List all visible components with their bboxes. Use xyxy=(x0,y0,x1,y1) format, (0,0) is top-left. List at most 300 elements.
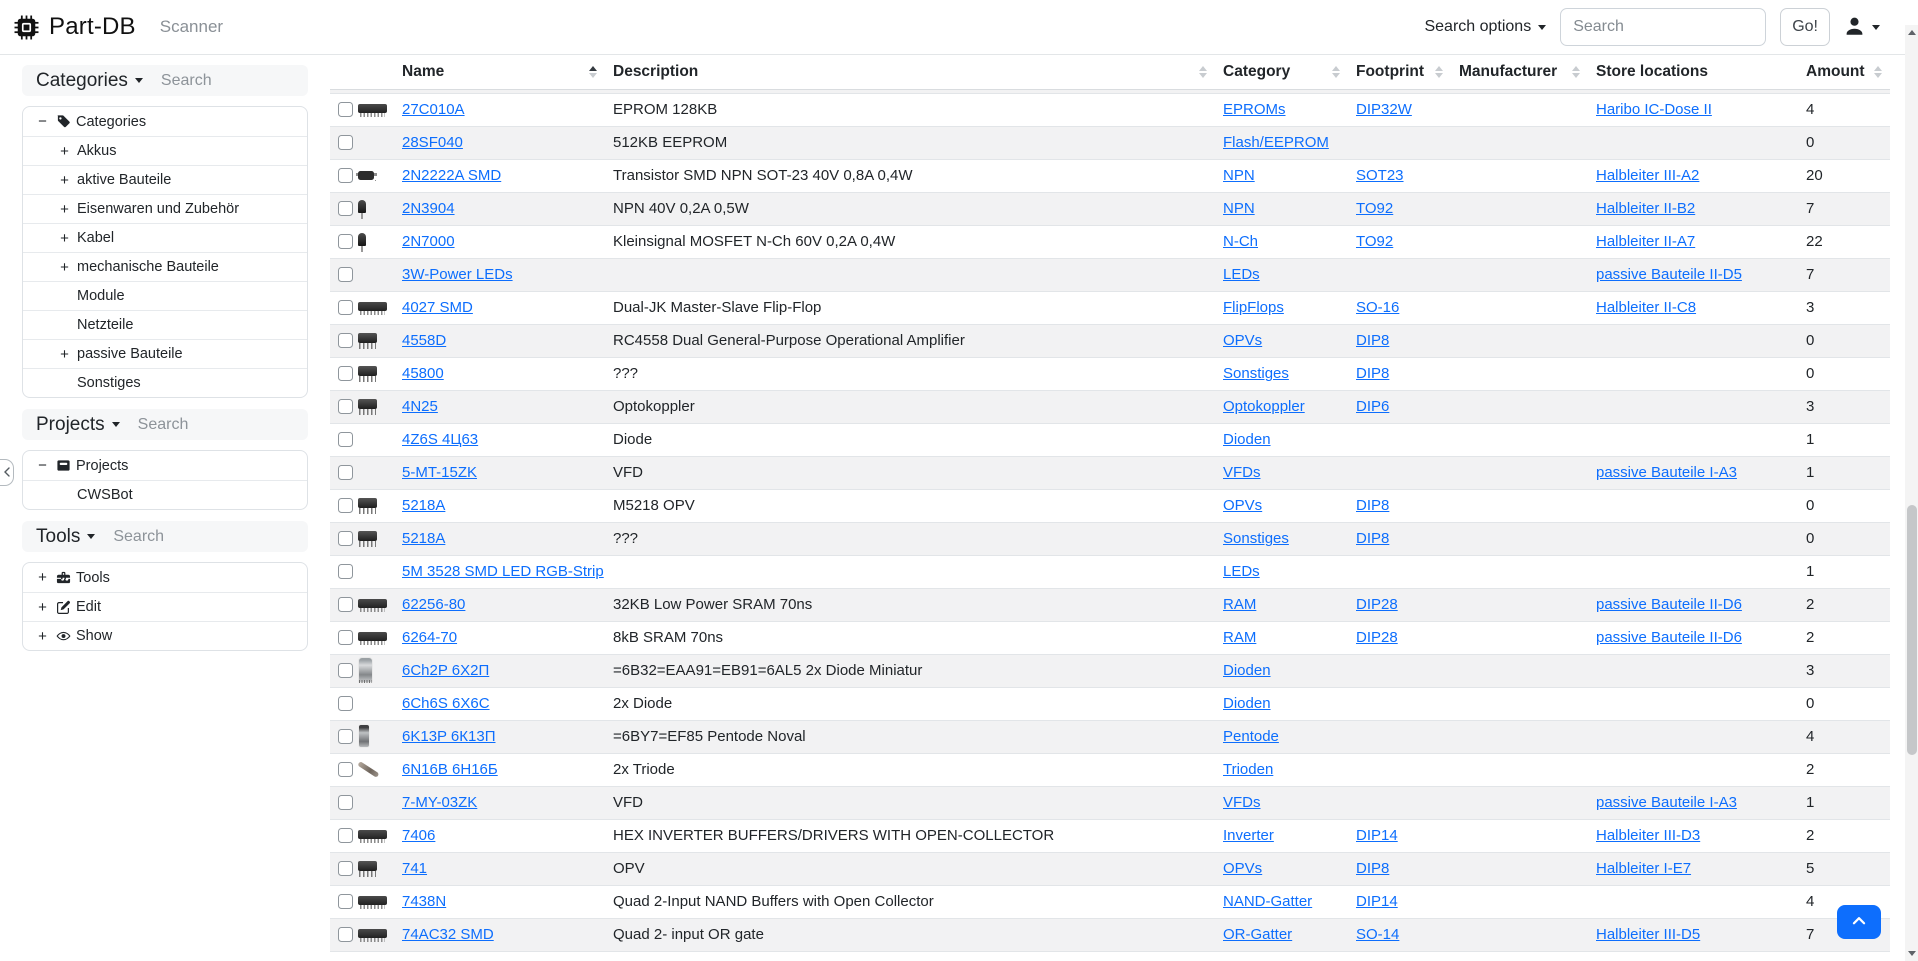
sidebar xyxy=(22,65,308,662)
part-description: M5218 OPV xyxy=(605,489,1215,522)
amount-cell: 5 xyxy=(1798,852,1890,885)
scrollbar-thumb[interactable] xyxy=(1907,505,1917,755)
tree-item-label: mechanische Bauteile xyxy=(77,259,219,275)
part-name-link[interactable]: 7-MY-03ZK xyxy=(402,794,478,811)
category-link[interactable]: RAM xyxy=(1223,629,1257,646)
scrollbar-up-arrow[interactable] xyxy=(1905,25,1918,40)
nav-item-scanner[interactable]: Scanner xyxy=(159,17,224,36)
table-row xyxy=(330,456,1890,489)
table-row xyxy=(330,555,1890,588)
part-name-link[interactable]: 4027 SMD xyxy=(402,299,473,316)
category-link[interactable]: LEDs xyxy=(1223,266,1260,283)
store-location-link[interactable]: Halbleiter III-A2 xyxy=(1596,167,1700,184)
manufacturer-cell xyxy=(1451,489,1588,522)
part-name-link[interactable]: 62256-80 xyxy=(402,596,466,613)
tools-panel-title: Tools xyxy=(36,525,81,547)
row-checkbox[interactable] xyxy=(338,663,353,678)
store-location-link[interactable]: Haribo IC-Dose II xyxy=(1596,101,1712,118)
category-link[interactable]: EPROMs xyxy=(1223,101,1286,118)
tree-item-label: Akkus xyxy=(77,143,117,159)
projects-panel-title: Projects xyxy=(36,413,105,435)
manufacturer-cell xyxy=(1451,390,1588,423)
part-name-link[interactable]: 2N2222A SMD xyxy=(402,167,502,184)
part-description: VFD xyxy=(605,786,1215,819)
part-thumbnail-icon[interactable] xyxy=(358,233,366,246)
column-header-category[interactable]: Category xyxy=(1215,55,1348,89)
store-location-link[interactable]: passive Bauteile II-D6 xyxy=(1596,629,1742,646)
part-name-link[interactable]: 28SF040 xyxy=(402,134,463,151)
part-name-link[interactable]: 4N25 xyxy=(402,398,438,415)
part-description xyxy=(605,258,1215,291)
amount-cell: 2 xyxy=(1798,621,1890,654)
tree-item-edit[interactable] xyxy=(23,592,307,621)
part-description: Quad 2- input OR gate xyxy=(605,918,1215,951)
plus-expander-icon[interactable]: + xyxy=(60,171,69,189)
row-checkbox[interactable] xyxy=(338,366,353,381)
table-row xyxy=(330,885,1890,918)
amount-cell: 0 xyxy=(1798,687,1890,720)
tree-item-netzteile[interactable] xyxy=(23,310,307,339)
footprint-link[interactable]: DIP28 xyxy=(1356,629,1398,646)
row-checkbox[interactable] xyxy=(338,399,353,414)
tree-item-sonstiges[interactable] xyxy=(23,368,307,397)
tree-item-label: Projects xyxy=(76,457,129,474)
row-checkbox[interactable] xyxy=(338,267,353,282)
part-name-link[interactable]: 6Ch6S 6X6C xyxy=(402,695,490,712)
part-name-link[interactable]: 5218A xyxy=(402,497,446,514)
part-thumbnail-icon[interactable] xyxy=(358,104,387,113)
tree-item-label: Edit xyxy=(76,599,101,615)
store-location-link[interactable]: Halbleiter III-D3 xyxy=(1596,827,1701,844)
amount-cell: 0 xyxy=(1798,357,1890,390)
tree-item-label: Kabel xyxy=(77,230,115,246)
part-thumbnail-icon[interactable] xyxy=(358,200,366,213)
part-name-link[interactable]: 5218A xyxy=(402,530,446,547)
part-thumbnail-icon[interactable] xyxy=(358,830,387,839)
part-thumbnail-icon[interactable] xyxy=(358,861,377,871)
part-thumbnail-icon[interactable] xyxy=(358,498,377,508)
category-link[interactable]: RAM xyxy=(1223,596,1257,613)
footprint-link[interactable]: TO92 xyxy=(1356,200,1394,217)
row-checkbox[interactable] xyxy=(338,498,353,513)
footprint-link[interactable]: DIP8 xyxy=(1356,530,1390,547)
row-checkbox[interactable] xyxy=(338,861,353,876)
category-link[interactable]: Dioden xyxy=(1223,431,1271,448)
toolbox-icon xyxy=(55,570,71,585)
minus-expander-icon[interactable]: − xyxy=(38,113,47,130)
footprint-link[interactable]: DIP8 xyxy=(1356,860,1390,877)
user-icon xyxy=(1844,15,1865,39)
row-checkbox[interactable] xyxy=(338,828,353,843)
table-row xyxy=(330,852,1890,885)
store-location-link[interactable]: passive Bauteile I-A3 xyxy=(1596,464,1737,481)
amount-cell: 3 xyxy=(1798,390,1890,423)
row-checkbox[interactable] xyxy=(338,168,353,183)
tree-item-label: Sonstiges xyxy=(77,375,141,391)
part-thumbnail-icon[interactable] xyxy=(358,760,380,778)
plus-expander-icon[interactable]: + xyxy=(38,627,47,645)
part-description: 2x Diode xyxy=(605,687,1215,720)
category-link[interactable]: Pentode xyxy=(1223,728,1279,745)
amount-cell: 1 xyxy=(1798,786,1890,819)
table-row xyxy=(330,786,1890,819)
part-description: Quad 2-Input NAND Buffers with Open Collector xyxy=(605,885,1215,918)
row-checkbox[interactable] xyxy=(338,597,353,612)
table-row xyxy=(330,588,1890,621)
manufacturer-cell xyxy=(1451,687,1588,720)
row-checkbox[interactable] xyxy=(338,432,353,447)
tree-item-projects[interactable] xyxy=(23,451,307,480)
column-header-manufacturer[interactable]: Manufacturer xyxy=(1451,55,1588,89)
footprint-link[interactable]: TO92 xyxy=(1356,233,1394,250)
tools-panel-header xyxy=(22,521,308,552)
top-navbar xyxy=(0,0,1918,55)
part-name-link[interactable]: 7406 xyxy=(402,827,436,844)
row-checkbox[interactable] xyxy=(338,696,353,711)
part-name-link[interactable]: 45800 xyxy=(402,365,444,382)
manufacturer-cell xyxy=(1451,126,1588,159)
table-row xyxy=(330,423,1890,456)
category-link[interactable]: Flash/EEPROM xyxy=(1223,134,1329,151)
part-name-link[interactable]: 4Z6S 4Ц63 xyxy=(402,431,479,448)
part-name-link[interactable]: 741 xyxy=(402,860,428,877)
manufacturer-cell xyxy=(1451,654,1588,687)
amount-cell: 3 xyxy=(1798,654,1890,687)
projects-search-input[interactable] xyxy=(138,416,268,434)
parts-table-area xyxy=(330,55,1890,952)
parts-table-body xyxy=(330,89,1890,951)
table-row xyxy=(330,918,1890,951)
search-input[interactable] xyxy=(1560,8,1766,46)
part-description: RC4558 Dual General-Purpose Operational Amplifier xyxy=(605,324,1215,357)
caret-down-icon xyxy=(87,534,95,539)
tree-item-label: Netzteile xyxy=(77,317,134,333)
footprint-link[interactable]: DIP8 xyxy=(1356,365,1390,382)
tree-item-passive-bauteile[interactable] xyxy=(23,339,307,368)
part-description: =6BY7=EF85 Pentode Noval xyxy=(605,720,1215,753)
part-thumbnail-icon[interactable] xyxy=(358,333,377,343)
manufacturer-cell xyxy=(1451,258,1588,291)
store-location-link[interactable]: passive Bauteile II-D5 xyxy=(1596,266,1742,283)
footprint-link[interactable]: SO-14 xyxy=(1356,926,1400,943)
amount-cell: 0 xyxy=(1798,126,1890,159)
category-link[interactable]: FlipFlops xyxy=(1223,299,1284,316)
tools-dropdown[interactable] xyxy=(36,526,95,548)
category-link[interactable]: N-Ch xyxy=(1223,233,1259,250)
column-header-name[interactable]: Name xyxy=(394,55,605,89)
part-description: Diode xyxy=(605,423,1215,456)
amount-cell: 7 xyxy=(1798,918,1890,951)
projects-dropdown[interactable] xyxy=(36,414,120,436)
row-checkbox[interactable] xyxy=(338,894,353,909)
row-checkbox[interactable] xyxy=(338,927,353,942)
categories-search-input[interactable] xyxy=(161,72,291,90)
part-thumbnail-icon[interactable] xyxy=(358,302,387,311)
store-location-link[interactable]: Halbleiter II-C8 xyxy=(1596,299,1697,316)
column-header-store-locations[interactable]: Store locations xyxy=(1588,55,1798,89)
brand-link[interactable]: Part-DB xyxy=(49,13,136,40)
amount-cell: 0 xyxy=(1798,489,1890,522)
sort-icon xyxy=(1435,66,1443,78)
part-name-link[interactable]: 6Ch2P 6Х2П xyxy=(402,662,490,679)
footprint-link[interactable]: SOT23 xyxy=(1356,167,1404,184)
tree-item-eisenwaren-und-zubeh-r[interactable] xyxy=(23,194,307,223)
column-header-description[interactable]: Description xyxy=(605,55,1215,89)
store-location-link[interactable]: Halbleiter III-D5 xyxy=(1596,926,1701,943)
search-options-dropdown[interactable] xyxy=(1424,18,1546,36)
search-options-label: Search options xyxy=(1424,18,1532,35)
part-description: Kleinsignal MOSFET N-Ch 60V 0,2A 0,4W xyxy=(605,225,1215,258)
amount-cell: 1 xyxy=(1798,423,1890,456)
store-location-link[interactable]: Halbleiter II-A7 xyxy=(1596,233,1696,250)
part-name-link[interactable]: 6N16B 6Н16Б xyxy=(402,761,498,778)
tools-tree xyxy=(22,562,308,651)
category-link[interactable]: Sonstiges xyxy=(1223,530,1289,547)
amount-cell: 3 xyxy=(1798,291,1890,324)
store-location-link[interactable]: Halbleiter I-E7 xyxy=(1596,860,1692,877)
table-row xyxy=(330,159,1890,192)
sort-icon xyxy=(589,66,597,78)
category-link[interactable]: VFDs xyxy=(1223,794,1261,811)
plus-expander-icon[interactable]: + xyxy=(60,200,69,218)
part-name-link[interactable]: 6K13P 6К13П xyxy=(402,728,496,745)
manufacturer-cell xyxy=(1451,786,1588,819)
category-link[interactable]: OR-Gatter xyxy=(1223,926,1293,943)
row-checkbox[interactable] xyxy=(338,729,353,744)
amount-cell: 1 xyxy=(1798,456,1890,489)
part-name-link[interactable]: 3W-Power LEDs xyxy=(402,266,513,283)
eye-icon xyxy=(55,629,71,644)
table-row xyxy=(330,225,1890,258)
category-link[interactable]: VFDs xyxy=(1223,464,1261,481)
amount-cell: 4 xyxy=(1798,885,1890,918)
store-location-link[interactable]: passive Bauteile I-A3 xyxy=(1596,794,1737,811)
tree-item-akkus[interactable] xyxy=(23,136,307,165)
manufacturer-cell xyxy=(1451,423,1588,456)
category-link[interactable]: Inverter xyxy=(1223,827,1274,844)
minus-expander-icon[interactable]: − xyxy=(38,457,47,474)
amount-cell: 4 xyxy=(1798,93,1890,126)
user-menu-dropdown[interactable] xyxy=(1844,15,1880,39)
part-thumbnail-icon[interactable] xyxy=(358,724,370,748)
category-link[interactable]: NPN xyxy=(1223,200,1255,217)
footprint-link[interactable]: DIP28 xyxy=(1356,596,1398,613)
category-link[interactable]: OPVs xyxy=(1223,332,1263,349)
part-name-link[interactable]: 4558D xyxy=(402,332,447,349)
part-description: OPV xyxy=(605,852,1215,885)
amount-cell: 1 xyxy=(1798,555,1890,588)
table-row xyxy=(330,291,1890,324)
tree-item-cwsbot[interactable] xyxy=(23,480,307,509)
column-header-amount[interactable]: Amount xyxy=(1798,55,1890,89)
part-description: ??? xyxy=(605,522,1215,555)
row-checkbox[interactable] xyxy=(338,201,353,216)
manufacturer-cell xyxy=(1451,225,1588,258)
part-thumbnail-icon[interactable] xyxy=(358,599,387,608)
category-link[interactable]: NAND-Gatter xyxy=(1223,893,1313,910)
sort-icon xyxy=(1332,66,1340,78)
row-checkbox[interactable] xyxy=(338,135,353,150)
tree-item-label: Categories xyxy=(76,113,147,130)
tree-item-label: CWSBot xyxy=(77,487,133,503)
row-checkbox[interactable] xyxy=(338,762,353,777)
vertical-scrollbar[interactable] xyxy=(1905,25,1918,961)
row-checkbox[interactable] xyxy=(338,333,353,348)
manufacturer-cell xyxy=(1451,324,1588,357)
tree-item-kabel[interactable] xyxy=(23,223,307,252)
part-name-link[interactable]: 7438N xyxy=(402,893,447,910)
go-button[interactable]: Go! xyxy=(1780,8,1830,46)
row-checkbox[interactable] xyxy=(338,234,353,249)
manufacturer-cell xyxy=(1451,159,1588,192)
chevron-up-icon xyxy=(1850,912,1868,933)
tree-item-show[interactable] xyxy=(23,621,307,650)
manufacturer-cell xyxy=(1451,588,1588,621)
tree-item-label: Module xyxy=(77,288,125,304)
categories-panel-title: Categories xyxy=(36,69,128,91)
part-name-link[interactable]: 2N3904 xyxy=(402,200,455,217)
manufacturer-cell xyxy=(1451,621,1588,654)
plus-expander-icon[interactable]: + xyxy=(38,569,47,586)
footprint-link[interactable]: DIP32W xyxy=(1356,101,1412,118)
category-link[interactable]: OPVs xyxy=(1223,860,1263,877)
tree-item-aktive-bauteile[interactable] xyxy=(23,165,307,194)
footprint-link[interactable]: SO-16 xyxy=(1356,299,1400,316)
part-thumbnail-icon[interactable] xyxy=(358,632,387,641)
part-name-link[interactable]: 74AC32 SMD xyxy=(402,926,494,943)
plus-expander-icon[interactable]: + xyxy=(38,598,47,616)
sort-icon xyxy=(1199,66,1207,78)
tree-item-mechanische-bauteile[interactable] xyxy=(23,252,307,281)
manufacturer-cell xyxy=(1451,291,1588,324)
plus-expander-icon[interactable]: + xyxy=(60,229,69,247)
row-checkbox[interactable] xyxy=(338,795,353,810)
amount-cell: 4 xyxy=(1798,720,1890,753)
part-thumbnail-icon[interactable] xyxy=(358,399,377,409)
manufacturer-cell xyxy=(1451,819,1588,852)
part-name-link[interactable]: 5-MT-15ZK xyxy=(402,464,478,481)
table-row xyxy=(330,654,1890,687)
category-link[interactable]: Sonstiges xyxy=(1223,365,1289,382)
tree-item-module[interactable] xyxy=(23,281,307,310)
manufacturer-cell xyxy=(1451,456,1588,489)
part-description: =6B32=EAA91=EB91=6AL5 2x Diode Miniatur xyxy=(605,654,1215,687)
part-description: 32KB Low Power SRAM 70ns xyxy=(605,588,1215,621)
part-thumbnail-icon[interactable] xyxy=(358,896,387,905)
sidebar-collapse-handle[interactable] xyxy=(0,459,14,486)
manufacturer-cell xyxy=(1451,192,1588,225)
tree-item-categories[interactable] xyxy=(23,107,307,136)
table-row xyxy=(330,621,1890,654)
footprint-link[interactable]: DIP6 xyxy=(1356,398,1390,415)
tree-item-label: Eisenwaren und Zubehör xyxy=(77,201,240,217)
sort-icon xyxy=(1874,66,1882,78)
category-link[interactable]: Dioden xyxy=(1223,695,1271,712)
manufacturer-cell xyxy=(1451,753,1588,786)
caret-down-icon xyxy=(135,78,143,83)
row-checkbox[interactable] xyxy=(338,531,353,546)
row-checkbox[interactable] xyxy=(338,564,353,579)
plus-expander-icon[interactable]: + xyxy=(60,142,69,160)
tree-item-tools[interactable] xyxy=(23,563,307,592)
table-row xyxy=(330,489,1890,522)
part-name-link[interactable]: 2N7000 xyxy=(402,233,455,250)
category-link[interactable]: Optokoppler xyxy=(1223,398,1305,415)
part-thumbnail-icon[interactable] xyxy=(358,929,387,938)
table-row xyxy=(330,357,1890,390)
category-link[interactable]: Dioden xyxy=(1223,662,1271,679)
tools-search-input[interactable] xyxy=(113,528,243,546)
footprint-link[interactable]: DIP8 xyxy=(1356,497,1390,514)
manufacturer-cell xyxy=(1451,885,1588,918)
part-thumbnail-icon[interactable] xyxy=(358,657,373,683)
table-row xyxy=(330,258,1890,291)
footprint-link[interactable]: DIP14 xyxy=(1356,827,1398,844)
part-thumbnail-icon[interactable] xyxy=(358,171,374,180)
category-link[interactable]: NPN xyxy=(1223,167,1255,184)
store-location-link[interactable]: Halbleiter II-B2 xyxy=(1596,200,1696,217)
tree-item-label: aktive Bauteile xyxy=(77,172,172,188)
table-row xyxy=(330,126,1890,159)
tree-item-label: Tools xyxy=(76,569,110,586)
row-checkbox[interactable] xyxy=(338,465,353,480)
part-description xyxy=(605,555,1215,588)
part-description: HEX INVERTER BUFFERS/DRIVERS WITH OPEN-COLLECTOR xyxy=(605,819,1215,852)
navbar-right-group xyxy=(1424,8,1904,46)
part-description: EPROM 128KB xyxy=(605,93,1215,126)
manufacturer-cell xyxy=(1451,93,1588,126)
part-name-link[interactable]: 5M 3528 SMD LED RGB-Strip xyxy=(402,563,604,580)
plus-expander-icon[interactable]: + xyxy=(60,258,69,276)
row-checkbox[interactable] xyxy=(338,300,353,315)
part-description: 8kB SRAM 70ns xyxy=(605,621,1215,654)
categories-tree xyxy=(22,106,308,398)
manufacturer-cell xyxy=(1451,555,1588,588)
amount-cell: 7 xyxy=(1798,258,1890,291)
table-row xyxy=(330,93,1890,126)
footprint-link[interactable]: DIP8 xyxy=(1356,332,1390,349)
amount-cell: 2 xyxy=(1798,819,1890,852)
part-name-link[interactable]: 6264-70 xyxy=(402,629,458,646)
category-link[interactable]: Trioden xyxy=(1223,761,1274,778)
category-link[interactable]: LEDs xyxy=(1223,563,1260,580)
parts-table xyxy=(330,55,1890,952)
projects-tree xyxy=(22,450,308,510)
scroll-to-top-button[interactable] xyxy=(1837,905,1881,939)
scrollbar-down-arrow[interactable] xyxy=(1905,946,1918,961)
part-thumbnail-icon[interactable] xyxy=(358,531,377,541)
category-link[interactable]: OPVs xyxy=(1223,497,1263,514)
column-header-footprint[interactable]: Footprint xyxy=(1348,55,1451,89)
column-header-select xyxy=(330,55,356,89)
plus-expander-icon[interactable]: + xyxy=(60,345,69,363)
store-location-link[interactable]: passive Bauteile II-D6 xyxy=(1596,596,1742,613)
part-thumbnail-icon[interactable] xyxy=(358,366,377,376)
row-checkbox[interactable] xyxy=(338,102,353,117)
categories-dropdown[interactable] xyxy=(36,70,143,92)
column-header-thumbnail xyxy=(356,55,394,89)
amount-cell: 7 xyxy=(1798,192,1890,225)
row-checkbox[interactable] xyxy=(338,630,353,645)
manufacturer-cell xyxy=(1451,720,1588,753)
footprint-link[interactable]: DIP14 xyxy=(1356,893,1398,910)
part-name-link[interactable]: 27C010A xyxy=(402,101,465,118)
table-row xyxy=(330,390,1890,423)
part-description: 2x Triode xyxy=(605,753,1215,786)
table-row xyxy=(330,753,1890,786)
manufacturer-cell xyxy=(1451,522,1588,555)
amount-cell: 22 xyxy=(1798,225,1890,258)
